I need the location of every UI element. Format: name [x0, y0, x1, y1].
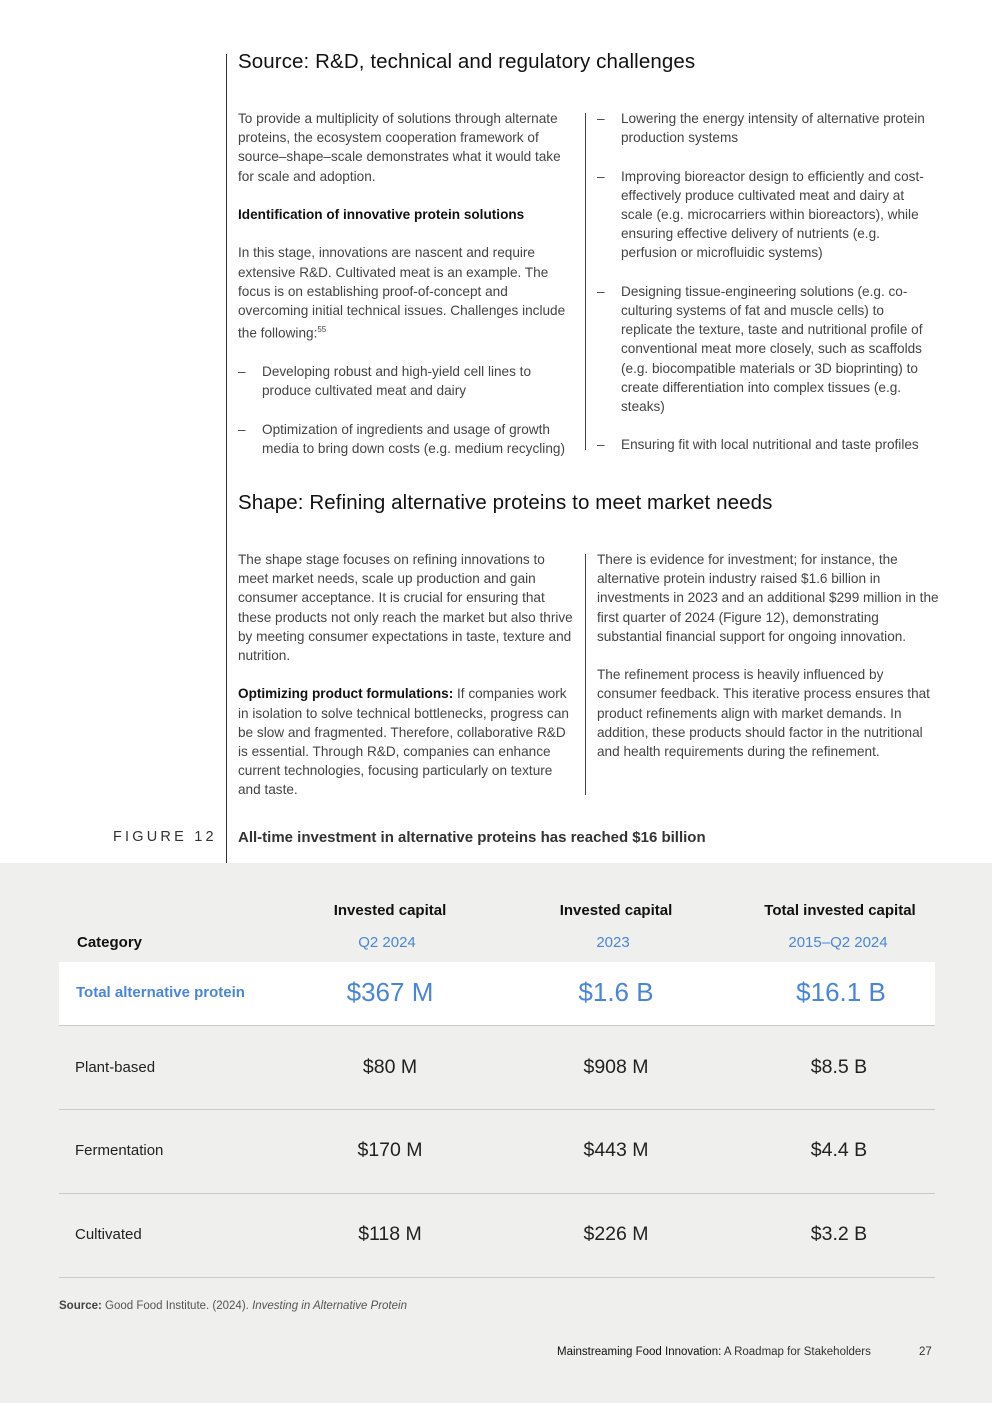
- left-rule-figure: [226, 826, 227, 863]
- list-item-text: Improving bioreactor design to efficiently and cost-effectively produce cultivated meat and dairy at scale (e.g. microcarriers within bioreactors), while ensuring effective delivery of nutrients (e.g. perfusion or microfluidic systems): [621, 168, 924, 261]
- shape-paragraph: There is evidence for investment; for instance, the alternative protein industry raised $1.6 billion in investments in 2023 and an additional $299 million in the first quarter of 2024 (Figure 12), demonstrating substantial financial support for ongoing innovation.: [597, 552, 939, 644]
- figure-label: FIGURE 12: [113, 829, 217, 845]
- source-left-column: [238, 109, 578, 458]
- cell-value: $118 M: [358, 1223, 422, 1245]
- row-divider: [59, 1025, 935, 1026]
- left-rule-top: [226, 54, 227, 850]
- column-header: Invested capital: [333, 902, 447, 919]
- cell-value: $226 M: [583, 1223, 649, 1245]
- source-title: Investing in Alternative Protein: [252, 1300, 407, 1312]
- shape-paragraph: The shape stage focuses on refining innovations to meet market needs, scale up production and gain consumer acceptance. It is crucial for ensuring that these products not only reach the market but also thrive by meeting consumer expectations in taste, texture and nutrition.: [238, 552, 573, 664]
- shape-paragraph: The refinement process is heavily influenced by consumer feedback. This iterative process ensures that product refinements align with market demands. In addition, these products should factor in the nutritional and health requirements during the refinement.: [597, 667, 930, 760]
- list-item: [597, 109, 939, 147]
- cell-value: $4.4 B: [810, 1139, 868, 1161]
- source-subheading: Identification of innovative protein solutions: [238, 207, 525, 222]
- row-label: Cultivated: [75, 1226, 142, 1243]
- list-item: [238, 362, 578, 400]
- footer-title: [557, 1346, 871, 1358]
- source-right-column: [597, 109, 939, 455]
- shape-paragraph-lead: Optimizing product formulations:: [238, 686, 454, 702]
- cell-value: $16.1 B: [796, 977, 886, 1007]
- footer-title-bold: Mainstreaming Food Innovation:: [557, 1346, 722, 1358]
- column-subheader: 2015–Q2 2024: [788, 934, 888, 951]
- list-item: [597, 282, 939, 416]
- column-header: Invested capital: [559, 902, 673, 919]
- list-item-text: Developing robust and high-yield cell lines to produce cultivated meat and dairy: [262, 364, 532, 399]
- section-title-source: Source: R&D, technical and regulatory challenges: [238, 50, 696, 73]
- source-body-paragraph: [238, 243, 578, 343]
- list-item: [597, 435, 939, 454]
- shape-column-divider: [585, 554, 586, 795]
- dash-bullet: –: [597, 437, 605, 453]
- source-column-divider: [585, 113, 586, 450]
- dash-bullet: –: [238, 421, 246, 437]
- shape-left-column: [238, 550, 576, 800]
- cell-value: $367 M: [346, 977, 434, 1007]
- row-divider: [59, 1109, 935, 1110]
- list-item-text: Lowering the energy intensity of alternative protein production systems: [621, 111, 925, 146]
- page-number: 27: [919, 1346, 932, 1358]
- source-intro-paragraph: To provide a multiplicity of solutions through alternate proteins, the ecosystem cooperation framework of source–shape–scale demonstrates what it would take for scale and adoption.: [238, 111, 561, 184]
- cell-value: $3.2 B: [810, 1223, 868, 1245]
- column-subheader: Q2 2024: [358, 934, 416, 951]
- column-subheader: 2023: [596, 934, 630, 951]
- list-item-text: Ensuring fit with local nutritional and taste profiles: [621, 437, 919, 453]
- list-item-text: Designing tissue-engineering solutions (e.g. co-culturing systems of fat and muscle cells) to replicate the texture, taste and nutritional profile of conventional meat more closely, such as scaffolds (e.g. biocompatible materials or 3D bioprinting) to create differentiation into complex tissues (e.g. steaks): [621, 283, 923, 415]
- row-label: Total alternative protein: [76, 984, 245, 1001]
- cell-value: $443 M: [583, 1139, 649, 1161]
- cell-value: $908 M: [583, 1056, 649, 1078]
- section-title-shape: Shape: Refining alternative proteins to meet market needs: [238, 491, 773, 514]
- cell-value: $8.5 B: [810, 1056, 868, 1078]
- shape-right-column: [597, 550, 939, 761]
- row-label: Fermentation: [75, 1142, 164, 1159]
- cell-value: $80 M: [362, 1056, 418, 1078]
- list-item: [238, 420, 578, 458]
- category-header: Category: [77, 934, 143, 951]
- dash-bullet: –: [238, 364, 246, 380]
- cell-value: $170 M: [357, 1139, 423, 1161]
- dash-bullet: –: [597, 168, 605, 184]
- footer-title-rest: A Roadmap for Stakeholders: [721, 1346, 871, 1358]
- column-header: Total invested capital: [764, 902, 916, 919]
- source-lead: Source:: [59, 1300, 102, 1312]
- shape-paragraph: [238, 684, 576, 799]
- cell-value: $1.6 B: [578, 977, 654, 1007]
- row-divider: [59, 1277, 935, 1278]
- dash-bullet: –: [597, 111, 605, 126]
- figure-title: All-time investment in alternative proteins has reached $16 billion: [238, 829, 706, 846]
- row-label: Plant-based: [75, 1059, 156, 1076]
- footnote-ref: 55: [317, 325, 327, 335]
- list-item: [597, 167, 939, 263]
- row-divider: [59, 1193, 935, 1194]
- list-item-text: Optimization of ingredients and usage of growth media to bring down costs (e.g. medium recycling): [262, 421, 565, 456]
- shape-paragraph-text: If companies work in isolation to solve technical bottlenecks, progress can be slow and fragmented. Therefore, collaborative R&D is essential. Through R&D, companies can enhance current technologies, focusing particularly on texture and taste.: [238, 686, 569, 798]
- source-body-text: In this stage, innovations are nascent and require extensive R&D. Cultivated meat is an example. The focus is on establishing proof-of-concept and overcoming initial technical issues. Challenges include the following:: [238, 245, 566, 341]
- source-note: [59, 1300, 407, 1312]
- source-text: Good Food Institute. (2024).: [101, 1300, 253, 1312]
- dash-bullet: –: [597, 283, 605, 299]
